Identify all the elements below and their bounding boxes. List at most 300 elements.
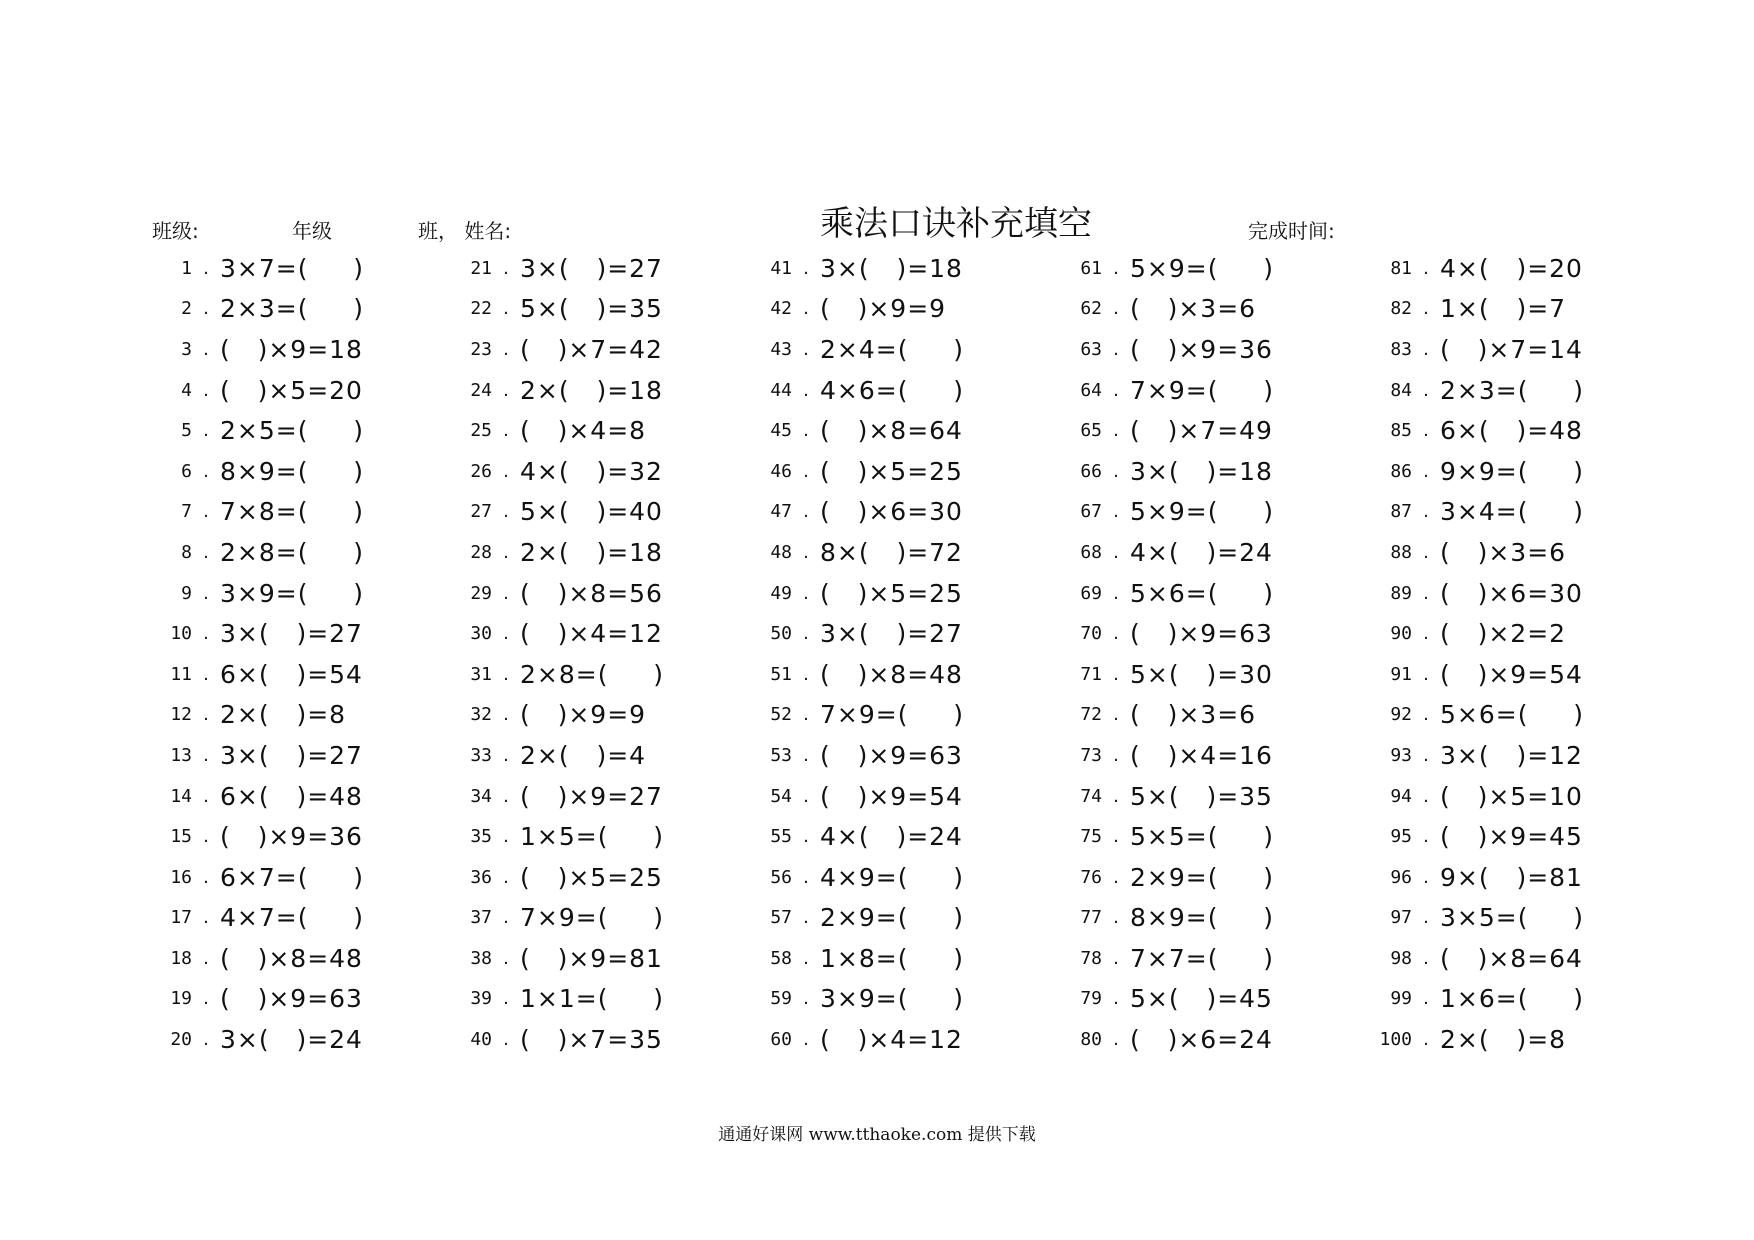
exercise-item[interactable] xyxy=(1370,898,1670,939)
exercise-number: 45 xyxy=(770,420,792,442)
exercise-number: 7 xyxy=(181,501,192,523)
number-separator: . xyxy=(503,704,509,726)
exercise-item[interactable] xyxy=(1060,857,1360,898)
number-separator: . xyxy=(1423,420,1429,442)
exercise-equation[interactable]: 7×9=( ) xyxy=(820,700,964,730)
exercise-equation[interactable]: 5×( )=45 xyxy=(1130,984,1273,1014)
exercise-item[interactable] xyxy=(450,1019,750,1060)
exercise-item[interactable] xyxy=(1370,492,1670,533)
exercise-item[interactable] xyxy=(1060,248,1360,289)
exercise-equation[interactable]: 5×5=( ) xyxy=(1130,822,1274,852)
exercise-equation[interactable]: ( )×3=6 xyxy=(1130,294,1257,324)
number-separator: . xyxy=(1423,988,1429,1010)
exercise-equation[interactable]: ( )×5=20 xyxy=(220,375,363,405)
exercise-item[interactable] xyxy=(750,451,1050,492)
exercise-equation[interactable]: 5×6=( ) xyxy=(1130,578,1274,608)
exercise-equation[interactable]: 6×7=( ) xyxy=(220,862,364,892)
exercise-equation[interactable]: 3×9=( ) xyxy=(820,984,964,1014)
number-separator: . xyxy=(503,501,509,523)
exercise-item[interactable] xyxy=(750,248,1050,289)
exercise-equation[interactable]: 2×9=( ) xyxy=(820,903,964,933)
exercise-equation[interactable]: 3×( )=27 xyxy=(220,619,363,649)
exercise-number: 94 xyxy=(1390,785,1412,807)
exercise-equation[interactable]: 7×8=( ) xyxy=(220,497,364,527)
exercise-item[interactable] xyxy=(1060,410,1360,451)
exercise-number: 22 xyxy=(470,298,492,320)
exercise-item[interactable] xyxy=(150,938,450,979)
exercise-item[interactable] xyxy=(450,735,750,776)
exercise-equation[interactable]: ( )×7=49 xyxy=(1130,416,1273,446)
exercise-item[interactable] xyxy=(1370,248,1670,289)
exercise-equation[interactable]: 8×( )=72 xyxy=(820,537,963,567)
number-separator: . xyxy=(203,541,209,563)
exercise-item[interactable] xyxy=(150,979,450,1020)
exercise-column xyxy=(150,248,450,1060)
exercise-equation[interactable]: 9×( )=81 xyxy=(1440,862,1583,892)
exercise-equation[interactable]: ( )×5=10 xyxy=(1440,781,1583,811)
number-separator: . xyxy=(1113,379,1119,401)
number-separator: . xyxy=(1113,298,1119,320)
number-separator: . xyxy=(1423,379,1429,401)
number-separator: . xyxy=(503,460,509,482)
exercise-item[interactable] xyxy=(1060,938,1360,979)
number-separator: . xyxy=(203,744,209,766)
exercise-equation[interactable]: ( )×9=81 xyxy=(520,943,663,973)
exercise-item[interactable] xyxy=(1370,329,1670,370)
exercise-number: 52 xyxy=(770,704,792,726)
exercise-equation[interactable]: ( )×9=63 xyxy=(220,984,363,1014)
exercise-item[interactable] xyxy=(1060,979,1360,1020)
exercise-item[interactable] xyxy=(750,695,1050,736)
exercise-item[interactable] xyxy=(450,370,750,411)
exercise-number: 62 xyxy=(1080,298,1102,320)
exercise-equation[interactable]: 1×1=( ) xyxy=(520,984,664,1014)
exercise-item[interactable] xyxy=(150,776,450,817)
exercise-number: 87 xyxy=(1390,501,1412,523)
exercise-equation[interactable]: 1×6=( ) xyxy=(1440,984,1584,1014)
exercise-equation[interactable]: 2×( )=18 xyxy=(520,375,663,405)
number-separator: . xyxy=(503,907,509,929)
exercise-item[interactable] xyxy=(1060,654,1360,695)
number-separator: . xyxy=(803,744,809,766)
number-separator: . xyxy=(503,947,509,969)
exercise-number: 57 xyxy=(770,907,792,929)
exercise-item[interactable] xyxy=(450,695,750,736)
exercise-equation[interactable]: 3×( )=27 xyxy=(520,253,663,283)
number-separator: . xyxy=(203,420,209,442)
exercise-equation[interactable]: 1×5=( ) xyxy=(520,822,664,852)
exercise-number: 35 xyxy=(470,826,492,848)
exercise-equation[interactable]: 1×8=( ) xyxy=(820,943,964,973)
number-separator: . xyxy=(503,541,509,563)
exercise-item[interactable] xyxy=(750,938,1050,979)
number-separator: . xyxy=(1113,907,1119,929)
exercise-equation[interactable]: 3×5=( ) xyxy=(1440,903,1584,933)
exercise-equation[interactable]: ( )×4=12 xyxy=(520,619,663,649)
exercise-number: 48 xyxy=(770,541,792,563)
number-separator: . xyxy=(803,338,809,360)
exercise-equation[interactable]: ( )×9=45 xyxy=(1440,822,1583,852)
exercise-equation[interactable]: 9×9=( ) xyxy=(1440,456,1584,486)
exercise-number: 50 xyxy=(770,623,792,645)
exercise-equation[interactable]: ( )×6=24 xyxy=(1130,1025,1273,1055)
exercise-item[interactable] xyxy=(1060,776,1360,817)
exercise-number: 83 xyxy=(1390,338,1412,360)
number-separator: . xyxy=(803,582,809,604)
exercise-item[interactable] xyxy=(750,1019,1050,1060)
exercise-equation[interactable]: ( )×8=64 xyxy=(820,416,963,446)
exercise-equation[interactable]: 2×4=( ) xyxy=(820,334,964,364)
number-separator: . xyxy=(803,1029,809,1051)
exercise-item[interactable] xyxy=(1060,329,1360,370)
exercise-equation[interactable]: ( )×8=64 xyxy=(1440,943,1583,973)
exercise-item[interactable] xyxy=(450,979,750,1020)
exercise-item[interactable] xyxy=(1060,695,1360,736)
exercise-equation[interactable]: 4×7=( ) xyxy=(220,903,364,933)
exercise-number: 75 xyxy=(1080,826,1102,848)
exercise-item[interactable] xyxy=(450,857,750,898)
exercise-equation[interactable]: 2×( )=8 xyxy=(1440,1025,1567,1055)
exercise-item[interactable] xyxy=(750,492,1050,533)
exercise-equation[interactable]: 3×7=( ) xyxy=(220,253,364,283)
number-separator: . xyxy=(203,866,209,888)
worksheet-title: 乘法口诀补充填空 xyxy=(820,204,1092,244)
exercise-item[interactable] xyxy=(750,410,1050,451)
exercise-number: 24 xyxy=(470,379,492,401)
number-separator: . xyxy=(803,704,809,726)
number-separator: . xyxy=(203,1029,209,1051)
exercise-equation[interactable]: 2×8=( ) xyxy=(220,537,364,567)
number-separator: . xyxy=(803,947,809,969)
exercise-equation[interactable]: ( )×3=6 xyxy=(1440,537,1567,567)
exercise-item[interactable] xyxy=(150,370,450,411)
exercise-item[interactable] xyxy=(450,289,750,330)
number-separator: . xyxy=(1113,338,1119,360)
number-separator: . xyxy=(803,460,809,482)
exercise-equation[interactable]: ( )×7=35 xyxy=(520,1025,663,1055)
number-separator: . xyxy=(803,663,809,685)
exercise-item[interactable] xyxy=(450,816,750,857)
exercise-item[interactable] xyxy=(1060,451,1360,492)
exercise-number: 20 xyxy=(170,1029,192,1051)
number-separator: . xyxy=(503,257,509,279)
exercise-item[interactable] xyxy=(150,1019,450,1060)
exercise-equation[interactable]: 3×( )=12 xyxy=(1440,740,1583,770)
exercise-number: 17 xyxy=(170,907,192,929)
exercise-item[interactable] xyxy=(150,898,450,939)
exercise-item[interactable] xyxy=(1370,410,1670,451)
number-separator: . xyxy=(203,298,209,320)
exercise-equation[interactable]: 2×8=( ) xyxy=(520,659,664,689)
exercise-equation[interactable]: 3×( )=18 xyxy=(1130,456,1273,486)
exercise-equation[interactable]: 3×( )=24 xyxy=(220,1025,363,1055)
exercise-item[interactable] xyxy=(1370,613,1670,654)
exercise-number: 34 xyxy=(470,785,492,807)
exercise-equation[interactable]: ( )×9=9 xyxy=(820,294,947,324)
exercise-item[interactable] xyxy=(450,938,750,979)
exercise-equation[interactable]: ( )×6=30 xyxy=(820,497,963,527)
exercise-equation[interactable]: ( )×9=54 xyxy=(1440,659,1583,689)
exercise-equation[interactable]: 2×( )=4 xyxy=(520,740,647,770)
exercise-equation[interactable]: ( )×5=25 xyxy=(820,456,963,486)
exercise-column xyxy=(750,248,1050,1060)
exercise-equation[interactable]: ( )×9=9 xyxy=(520,700,647,730)
exercise-item[interactable] xyxy=(1060,613,1360,654)
exercise-equation[interactable]: 4×( )=24 xyxy=(820,822,963,852)
exercise-equation[interactable]: 4×6=( ) xyxy=(820,375,964,405)
exercise-equation[interactable]: ( )×9=63 xyxy=(1130,619,1273,649)
exercise-equation[interactable]: 4×( )=20 xyxy=(1440,253,1583,283)
exercise-item[interactable] xyxy=(450,898,750,939)
exercise-item[interactable] xyxy=(750,898,1050,939)
exercise-equation[interactable]: ( )×9=36 xyxy=(220,822,363,852)
exercise-number: 82 xyxy=(1390,298,1412,320)
exercise-equation[interactable]: ( )×7=14 xyxy=(1440,334,1583,364)
exercise-item[interactable] xyxy=(150,451,450,492)
exercise-equation[interactable]: 5×( )=30 xyxy=(1130,659,1273,689)
exercise-equation[interactable]: 3×( )=27 xyxy=(220,740,363,770)
exercise-item[interactable] xyxy=(750,857,1050,898)
exercise-number: 92 xyxy=(1390,704,1412,726)
number-separator: . xyxy=(803,298,809,320)
exercise-equation[interactable]: ( )×2=2 xyxy=(1440,619,1567,649)
number-separator: . xyxy=(1423,541,1429,563)
exercise-equation[interactable]: 3×9=( ) xyxy=(220,578,364,608)
exercise-equation[interactable]: 8×9=( ) xyxy=(220,456,364,486)
exercise-item[interactable] xyxy=(150,857,450,898)
exercise-equation[interactable]: 2×5=( ) xyxy=(220,416,364,446)
exercise-equation[interactable]: 6×( )=48 xyxy=(220,781,363,811)
exercise-equation[interactable]: 2×( )=18 xyxy=(520,537,663,567)
exercise-equation[interactable]: 4×( )=32 xyxy=(520,456,663,486)
exercise-number: 56 xyxy=(770,866,792,888)
exercise-number: 38 xyxy=(470,947,492,969)
exercise-item[interactable] xyxy=(150,329,450,370)
exercise-equation[interactable]: 5×( )=35 xyxy=(1130,781,1273,811)
exercise-item[interactable] xyxy=(450,248,750,289)
number-separator: . xyxy=(1113,460,1119,482)
exercise-item[interactable] xyxy=(450,451,750,492)
exercise-item[interactable] xyxy=(750,816,1050,857)
exercise-equation[interactable]: ( )×7=42 xyxy=(520,334,663,364)
exercise-number: 65 xyxy=(1080,420,1102,442)
exercise-item[interactable] xyxy=(1370,938,1670,979)
exercise-item[interactable] xyxy=(1370,735,1670,776)
exercise-number: 79 xyxy=(1080,988,1102,1010)
exercise-item[interactable] xyxy=(1060,532,1360,573)
exercise-item[interactable] xyxy=(750,735,1050,776)
exercise-item[interactable] xyxy=(1370,573,1670,614)
exercise-number: 78 xyxy=(1080,947,1102,969)
exercise-equation[interactable]: 7×9=( ) xyxy=(520,903,664,933)
number-separator: . xyxy=(1423,460,1429,482)
exercise-item[interactable] xyxy=(1060,573,1360,614)
exercise-item[interactable] xyxy=(1060,816,1360,857)
exercise-item[interactable] xyxy=(150,289,450,330)
exercise-equation[interactable]: 2×9=( ) xyxy=(1130,862,1274,892)
exercise-item[interactable] xyxy=(150,532,450,573)
number-separator: . xyxy=(1113,420,1119,442)
exercise-item[interactable] xyxy=(1370,451,1670,492)
exercise-item[interactable] xyxy=(750,532,1050,573)
exercise-equation[interactable]: ( )×5=25 xyxy=(520,862,663,892)
exercise-item[interactable] xyxy=(1370,654,1670,695)
exercise-item[interactable] xyxy=(1060,289,1360,330)
exercise-equation[interactable]: 4×9=( ) xyxy=(820,862,964,892)
exercise-equation[interactable]: ( )×9=27 xyxy=(520,781,663,811)
exercise-item[interactable] xyxy=(450,776,750,817)
number-separator: . xyxy=(203,704,209,726)
exercise-number: 89 xyxy=(1390,582,1412,604)
number-separator: . xyxy=(203,460,209,482)
exercise-equation[interactable]: 2×3=( ) xyxy=(220,294,364,324)
exercise-equation[interactable]: 5×9=( ) xyxy=(1130,253,1274,283)
exercise-equation[interactable]: ( )×8=56 xyxy=(520,578,663,608)
exercise-equation[interactable]: 1×( )=7 xyxy=(1440,294,1567,324)
exercise-number: 58 xyxy=(770,947,792,969)
exercise-number: 66 xyxy=(1080,460,1102,482)
exercise-number: 46 xyxy=(770,460,792,482)
exercise-equation[interactable]: 3×( )=18 xyxy=(820,253,963,283)
number-separator: . xyxy=(203,582,209,604)
number-separator: . xyxy=(803,907,809,929)
number-separator: . xyxy=(1113,1029,1119,1051)
exercise-item[interactable] xyxy=(450,410,750,451)
exercise-equation[interactable]: 8×9=( ) xyxy=(1130,903,1274,933)
number-separator: . xyxy=(1113,826,1119,848)
exercise-item[interactable] xyxy=(750,370,1050,411)
exercise-equation[interactable]: 5×6=( ) xyxy=(1440,700,1584,730)
exercise-number: 69 xyxy=(1080,582,1102,604)
exercise-item[interactable] xyxy=(450,654,750,695)
exercise-item[interactable] xyxy=(1060,898,1360,939)
exercise-equation[interactable]: ( )×4=16 xyxy=(1130,740,1273,770)
exercise-equation[interactable]: 3×( )=27 xyxy=(820,619,963,649)
number-separator: . xyxy=(503,582,509,604)
number-separator: . xyxy=(1423,582,1429,604)
exercise-equation[interactable]: 2×3=( ) xyxy=(1440,375,1584,405)
number-separator: . xyxy=(503,988,509,1010)
exercise-number: 15 xyxy=(170,826,192,848)
exercise-item[interactable] xyxy=(1370,532,1670,573)
exercise-equation[interactable]: ( )×9=63 xyxy=(820,740,963,770)
exercise-item[interactable] xyxy=(750,654,1050,695)
exercise-item[interactable] xyxy=(1060,370,1360,411)
exercise-equation[interactable]: ( )×4=8 xyxy=(520,416,647,446)
exercise-item[interactable] xyxy=(1370,370,1670,411)
exercise-item[interactable] xyxy=(450,532,750,573)
exercise-number: 39 xyxy=(470,988,492,1010)
exercise-item[interactable] xyxy=(150,492,450,533)
exercise-equation[interactable]: 5×( )=35 xyxy=(520,294,663,324)
exercise-number: 85 xyxy=(1390,420,1412,442)
number-separator: . xyxy=(503,298,509,320)
exercise-number: 31 xyxy=(470,663,492,685)
exercise-equation[interactable]: 6×( )=54 xyxy=(220,659,363,689)
exercise-item[interactable] xyxy=(1370,695,1670,736)
exercise-equation[interactable]: ( )×9=36 xyxy=(1130,334,1273,364)
exercise-item[interactable] xyxy=(1060,1019,1360,1060)
exercise-number: 61 xyxy=(1080,257,1102,279)
exercise-item[interactable] xyxy=(150,573,450,614)
exercise-item[interactable] xyxy=(1060,492,1360,533)
exercise-number: 97 xyxy=(1390,907,1412,929)
exercise-equation[interactable]: 2×( )=8 xyxy=(220,700,347,730)
exercise-item[interactable] xyxy=(450,613,750,654)
exercise-item[interactable] xyxy=(150,816,450,857)
exercise-item[interactable] xyxy=(450,329,750,370)
exercise-item[interactable] xyxy=(1060,735,1360,776)
exercise-equation[interactable]: ( )×9=54 xyxy=(820,781,963,811)
number-separator: . xyxy=(503,420,509,442)
number-separator: . xyxy=(503,1029,509,1051)
exercise-equation[interactable]: 6×( )=48 xyxy=(1440,416,1583,446)
exercise-number: 77 xyxy=(1080,907,1102,929)
exercise-item[interactable] xyxy=(750,979,1050,1020)
exercise-number: 8 xyxy=(181,541,192,563)
exercise-item[interactable] xyxy=(750,329,1050,370)
exercise-equation[interactable]: 5×9=( ) xyxy=(1130,497,1274,527)
exercise-number: 100 xyxy=(1379,1029,1412,1051)
exercise-item[interactable] xyxy=(150,613,450,654)
exercise-item[interactable] xyxy=(1370,816,1670,857)
exercise-equation[interactable]: 7×7=( ) xyxy=(1130,943,1274,973)
exercise-number: 70 xyxy=(1080,623,1102,645)
exercise-number: 96 xyxy=(1390,866,1412,888)
exercise-item[interactable] xyxy=(750,613,1050,654)
exercise-equation[interactable]: ( )×8=48 xyxy=(220,943,363,973)
exercise-item[interactable] xyxy=(150,248,450,289)
number-separator: . xyxy=(203,947,209,969)
exercise-equation[interactable]: 4×( )=24 xyxy=(1130,537,1273,567)
exercise-item[interactable] xyxy=(1370,289,1670,330)
exercise-equation[interactable]: 5×( )=40 xyxy=(520,497,663,527)
exercise-item[interactable] xyxy=(150,695,450,736)
exercise-item[interactable] xyxy=(750,289,1050,330)
exercise-equation[interactable]: ( )×9=18 xyxy=(220,334,363,364)
exercise-number: 68 xyxy=(1080,541,1102,563)
number-separator: . xyxy=(803,541,809,563)
exercise-equation[interactable]: 7×9=( ) xyxy=(1130,375,1274,405)
exercise-item[interactable] xyxy=(1370,857,1670,898)
exercise-item[interactable] xyxy=(150,410,450,451)
exercise-equation[interactable]: 3×4=( ) xyxy=(1440,497,1584,527)
exercise-equation[interactable]: ( )×4=12 xyxy=(820,1025,963,1055)
exercise-number: 29 xyxy=(470,582,492,604)
exercise-equation[interactable]: ( )×6=30 xyxy=(1440,578,1583,608)
exercise-item[interactable] xyxy=(150,735,450,776)
number-separator: . xyxy=(1423,826,1429,848)
number-separator: . xyxy=(203,379,209,401)
exercise-item[interactable] xyxy=(450,573,750,614)
exercise-item[interactable] xyxy=(450,492,750,533)
exercise-column xyxy=(1060,248,1360,1060)
exercise-item[interactable] xyxy=(150,654,450,695)
exercise-item[interactable] xyxy=(1370,1019,1670,1060)
exercise-number: 95 xyxy=(1390,826,1412,848)
exercise-equation[interactable]: ( )×8=48 xyxy=(820,659,963,689)
exercise-item[interactable] xyxy=(1370,979,1670,1020)
exercise-number: 37 xyxy=(470,907,492,929)
exercise-equation[interactable]: ( )×5=25 xyxy=(820,578,963,608)
number-separator: . xyxy=(803,420,809,442)
exercise-item[interactable] xyxy=(750,573,1050,614)
exercise-equation[interactable]: ( )×3=6 xyxy=(1130,700,1257,730)
exercise-item[interactable] xyxy=(1370,776,1670,817)
exercise-number: 25 xyxy=(470,420,492,442)
exercise-item[interactable] xyxy=(750,776,1050,817)
number-separator: . xyxy=(503,623,509,645)
